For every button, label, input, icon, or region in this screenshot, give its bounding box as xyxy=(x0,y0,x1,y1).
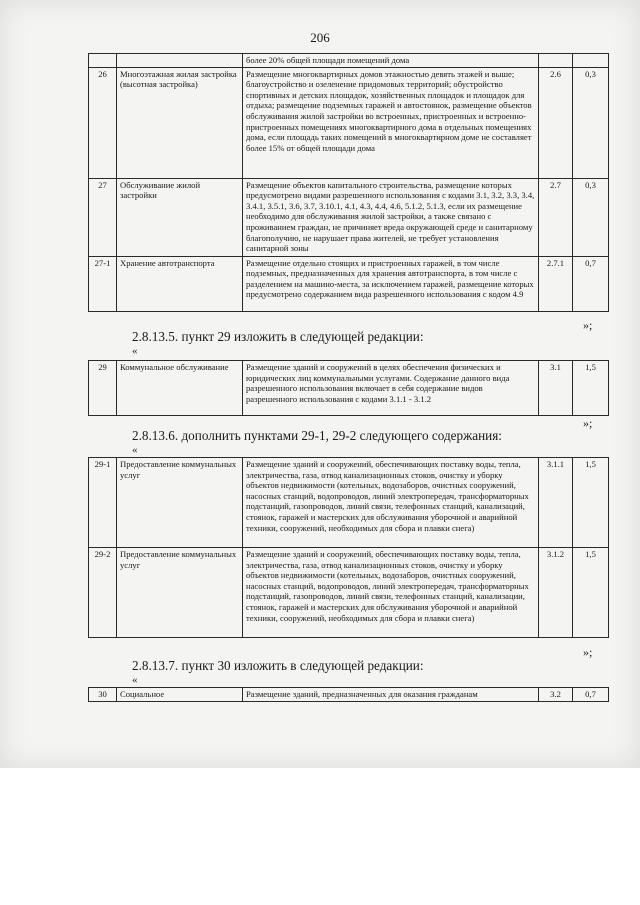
row-name: Хранение автотранспорта xyxy=(117,256,243,311)
row-code: 2.7.1 xyxy=(539,256,573,311)
table-row xyxy=(89,178,609,256)
row-number: 29 xyxy=(89,361,117,416)
row-description: Размещение многоквартирных домов этажностью девять этажей и выше; благоустройство и озеленение придомовых территорий; обустройство спортивных и детских площадок, хозяйственных площадок и площадок для отдыха; размещение подземных гаражей и автостоянок, размещение объектов обслуживания жилой застройки во встроенных, пристроенных и встроенно-пристроенных помещениях многоквартирного дома в отдельных помещениях дома, если площадь таких помещений в многоквартирном доме не составляет более 15% от общей площади дома xyxy=(243,67,539,178)
row-name: Многоэтажная жилая застройка (высотная застройка) xyxy=(117,67,243,178)
row-description: Размещение зданий и сооружений, обеспечивающих поставку воды, тепла, электричества, газа, отвод канализационных стоков, очистку и уборку объектов недвижимости (котельных, водозаборов, очистных сооружений, насосных станций, водопроводов, линий электропередач, трансформаторных подстанций, газопроводов, линий связи, телефонных станций, канализаций, стоянок, гаражей и мастерских для обслуживания уборочной и аварийной техники, сооружений, необходимых для сбора и плавки снега) xyxy=(243,458,539,548)
row-number: 27 xyxy=(89,178,117,256)
row-code: 3.2 xyxy=(539,688,573,702)
row-code: 2.7 xyxy=(539,178,573,256)
row-description: Размещение отдельно стоящих и пристроенных гаражей, в том числе подземных, предназначенных для хранения автотранспорта, в том числе с разделением на машино-места, за исключением гаражей, размещение которых предусмотрено содержанием вида разрешенного использования с кодом 4.9 xyxy=(243,256,539,311)
opening-quote: « xyxy=(132,444,138,456)
row-coefficient: 0,3 xyxy=(573,67,609,178)
page-number: 206 xyxy=(310,30,330,45)
row-description: Размещение зданий и сооружений в целях обеспечения физических и юридических лиц коммунальными услугами. Содержание данного вида разрешенного использования включает в себя содержание видов разрешенного использования с кодами 3.1.1 - 3.1.2 xyxy=(243,361,539,416)
row-description: Размещение объектов капитального строительства, размещение которых предусмотрено видами разрешенного использования с кодами 3.1, 3.2, 3.3, 3.4, 3.4.1, 3.5.1, 3.6, 3.7, 3.10.1, 4.1, 4.3, 4.4, 4.6, 5.1.2, 5.1.3, если их размещение необходимо для обслуживания жилой застройки, а также связано с проживанием граждан, не причиняет вреда окружающей среде и санитарному благополучию, не нарушает права жителей, не требует установления санитарной зоны xyxy=(243,178,539,256)
opening-quote: « xyxy=(132,674,138,686)
table-row xyxy=(89,256,609,311)
section-heading: 2.8.13.7. пункт 30 изложить в следующей редакции: xyxy=(132,658,424,673)
section-heading: 2.8.13.5. пункт 29 изложить в следующей редакции: xyxy=(132,329,424,344)
row-description: более 20% общей площади помещений дома xyxy=(243,54,539,68)
closing-quote: »; xyxy=(583,645,593,659)
table-row xyxy=(89,67,609,178)
closing-quote: »; xyxy=(583,416,593,430)
row-description: Размещение зданий и сооружений, обеспечивающих поставку воды, тепла, электричества, газа, отвод канализационных стоков, очистку и уборку объектов недвижимости (котельных, водозаборов, очистных сооружений, насосных станций, водопроводов, линий электропередач, трансформаторных подстанций, газопроводов, линий связи, телефонных станций, канализации, стоянок, гаражей и мастерских для обслуживания уборочной и аварийной техники, сооружений, необходимых для сбора и плавки снега) xyxy=(243,548,539,638)
row-name: Предоставление коммунальных услуг xyxy=(117,458,243,548)
row-name: Обслуживание жилой застройки xyxy=(117,178,243,256)
row-code: 2.6 xyxy=(539,67,573,178)
row-coefficient: 1,5 xyxy=(573,361,609,416)
row-code: 3.1.2 xyxy=(539,548,573,638)
table-row xyxy=(89,361,609,416)
section-heading: 2.8.13.6. дополнить пунктами 29-1, 29-2 следующего содержания: xyxy=(132,428,502,443)
row-code: 3.1 xyxy=(539,361,573,416)
table-row xyxy=(89,548,609,638)
row-coefficient: 1,5 xyxy=(573,548,609,638)
table-row xyxy=(89,458,609,548)
land-use-table-item-29 xyxy=(88,360,609,416)
table-row xyxy=(89,54,609,68)
opening-quote: « xyxy=(132,345,138,357)
row-number: 29-2 xyxy=(89,548,117,638)
row-number: 27-1 xyxy=(89,256,117,311)
row-number: 29-1 xyxy=(89,458,117,548)
row-number: 26 xyxy=(89,67,117,178)
row-name: Коммунальное обслуживание xyxy=(117,361,243,416)
row-coefficient: 0,3 xyxy=(573,178,609,256)
row-coefficient: 0,7 xyxy=(573,256,609,311)
land-use-table-items-29-1-29-2 xyxy=(88,457,609,638)
row-number: 30 xyxy=(89,688,117,702)
land-use-table-item-30 xyxy=(88,687,609,702)
row-code: 3.1.1 xyxy=(539,458,573,548)
row-coefficient: 0,7 xyxy=(573,688,609,702)
row-coefficient: 1,5 xyxy=(573,458,609,548)
row-description: Размещение зданий, предназначенных для оказания гражданам xyxy=(243,688,539,702)
row-name: Предоставление коммунальных услуг xyxy=(117,548,243,638)
closing-quote: »; xyxy=(583,318,593,332)
table-row xyxy=(89,688,609,702)
land-use-table-continued xyxy=(88,53,609,312)
row-name: Социальное xyxy=(117,688,243,702)
